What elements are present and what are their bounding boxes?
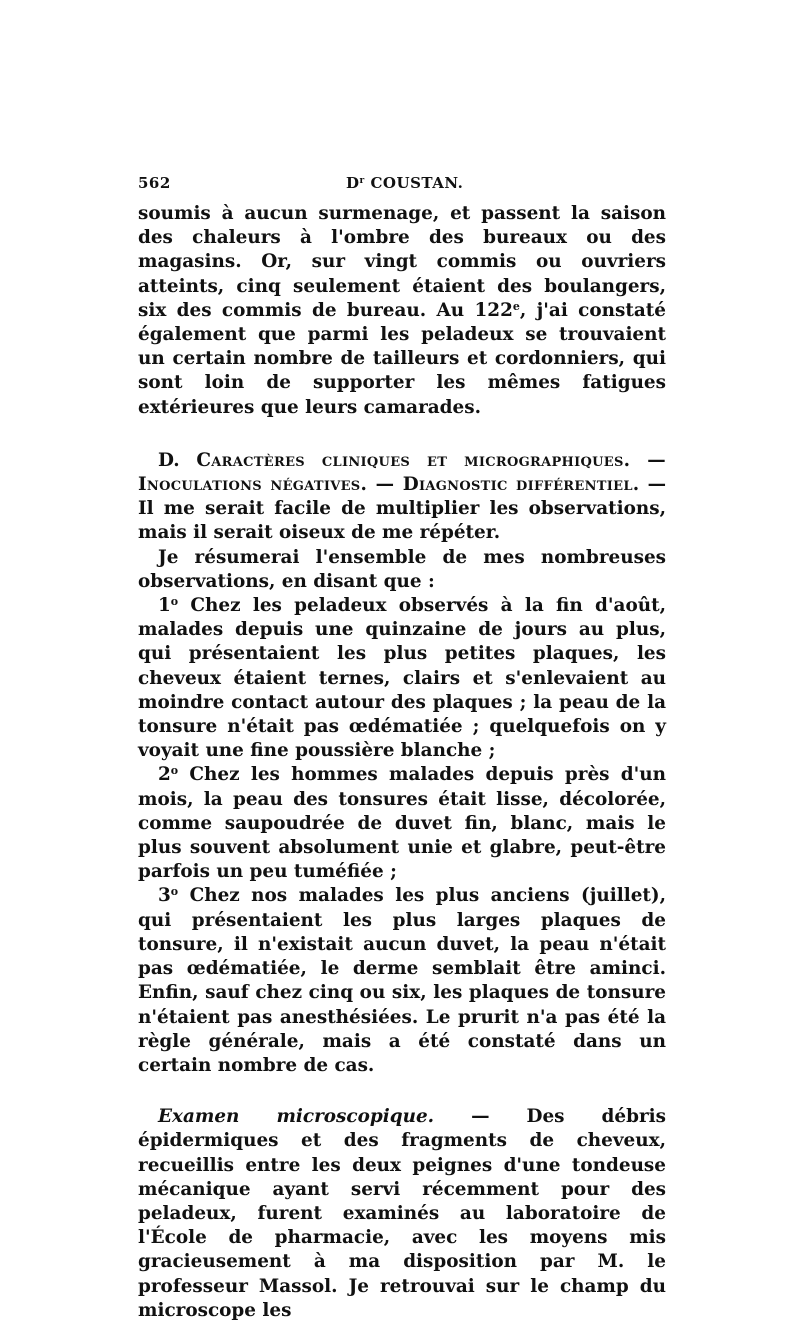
list-item-1: 1$^o$ Chez les peladeux observés à la fin d'août, malades depuis une quinzaine de jours au plus, qui présentaient les plus petites plaques, les cheveux étaient ternes, clairs et s'enlevaient au moindre contact autour des plaques ; la peau de la tonsure n'était pas œdématiée ; quelquefois on y voyait une fine poussière blanche ; [138, 595, 666, 762]
section-heading-paragraph [138, 449, 666, 546]
exam-paragraph [138, 1105, 666, 1323]
section-letter: D. [158, 449, 197, 471]
exam-title: Examen microscopique. [158, 1106, 435, 1128]
page-number: 562 [138, 174, 171, 192]
page-body [138, 202, 666, 1323]
exam-text: — Des débris épidermiques et des fragments de cheveux, recueillis entre les deux peignes d'une tondeuse mécanique ayant servi récemment pour des peladeux, furent examinés au laboratoire de l'École de pharmacie, avec les moyens mis gracieusement à ma disposition par M. le professeur Massol. Je retrouvai sur le champ du microscope les [138, 1106, 666, 1321]
author-prefix-sup: r [359, 176, 365, 186]
author-name: COUSTAN. [364, 174, 464, 192]
author-prefix: D [346, 174, 360, 192]
list-item-3: 3$^o$ Chez nos malades les plus anciens (juillet), qui présentaient les plus larges plaques de tonsure, il n'existait aucun duvet, la peau n'était pas œdématiée, le derme semblait être aminci. Enfin, sauf chez cinq ou six, les plaques de tonsure n'étaient pas anesthésiées. Le prurit n'a pas été la règle générale, mais a été constaté dans un certain nombre de cas. [138, 885, 666, 1076]
paragraph-continuation: soumis à aucun surmenage, et passent la saison des chaleurs à l'ombre des bureaux ou des magasins. Or, sur vingt commis ou ouvriers atteints, cinq seulement étaient des boulangers, six des commis de bureau. Au 122e, j'ai constaté également que parmi les peladeux se trouvaient un certain nombre de tailleurs et cordonniers, qui sont loin de supporter les mêmes fatigues extérieures que leurs camarades. [138, 203, 666, 418]
section-text: — Il me serait facile de multiplier les observations, mais il serait oiseux de me répéter. [138, 474, 666, 544]
summary-paragraph: Je résumerai l'ensemble de mes nombreuses observations, en disant que : [138, 546, 666, 592]
running-head [346, 174, 463, 192]
section-title: Caractères cliniques et micrographiques. — Inoculations négatives. — Diagnostic différentiel. [138, 449, 666, 496]
page-header [138, 170, 666, 198]
list-item-2: 2$^o$ Chez les hommes malades depuis près d'un mois, la peau des tonsures était lisse, décolorée, comme saupoudrée de duvet fin, blanc, mais le plus souvent absolument unie et glabre, peut-être parfois un peu tuméfiée ; [138, 764, 666, 883]
